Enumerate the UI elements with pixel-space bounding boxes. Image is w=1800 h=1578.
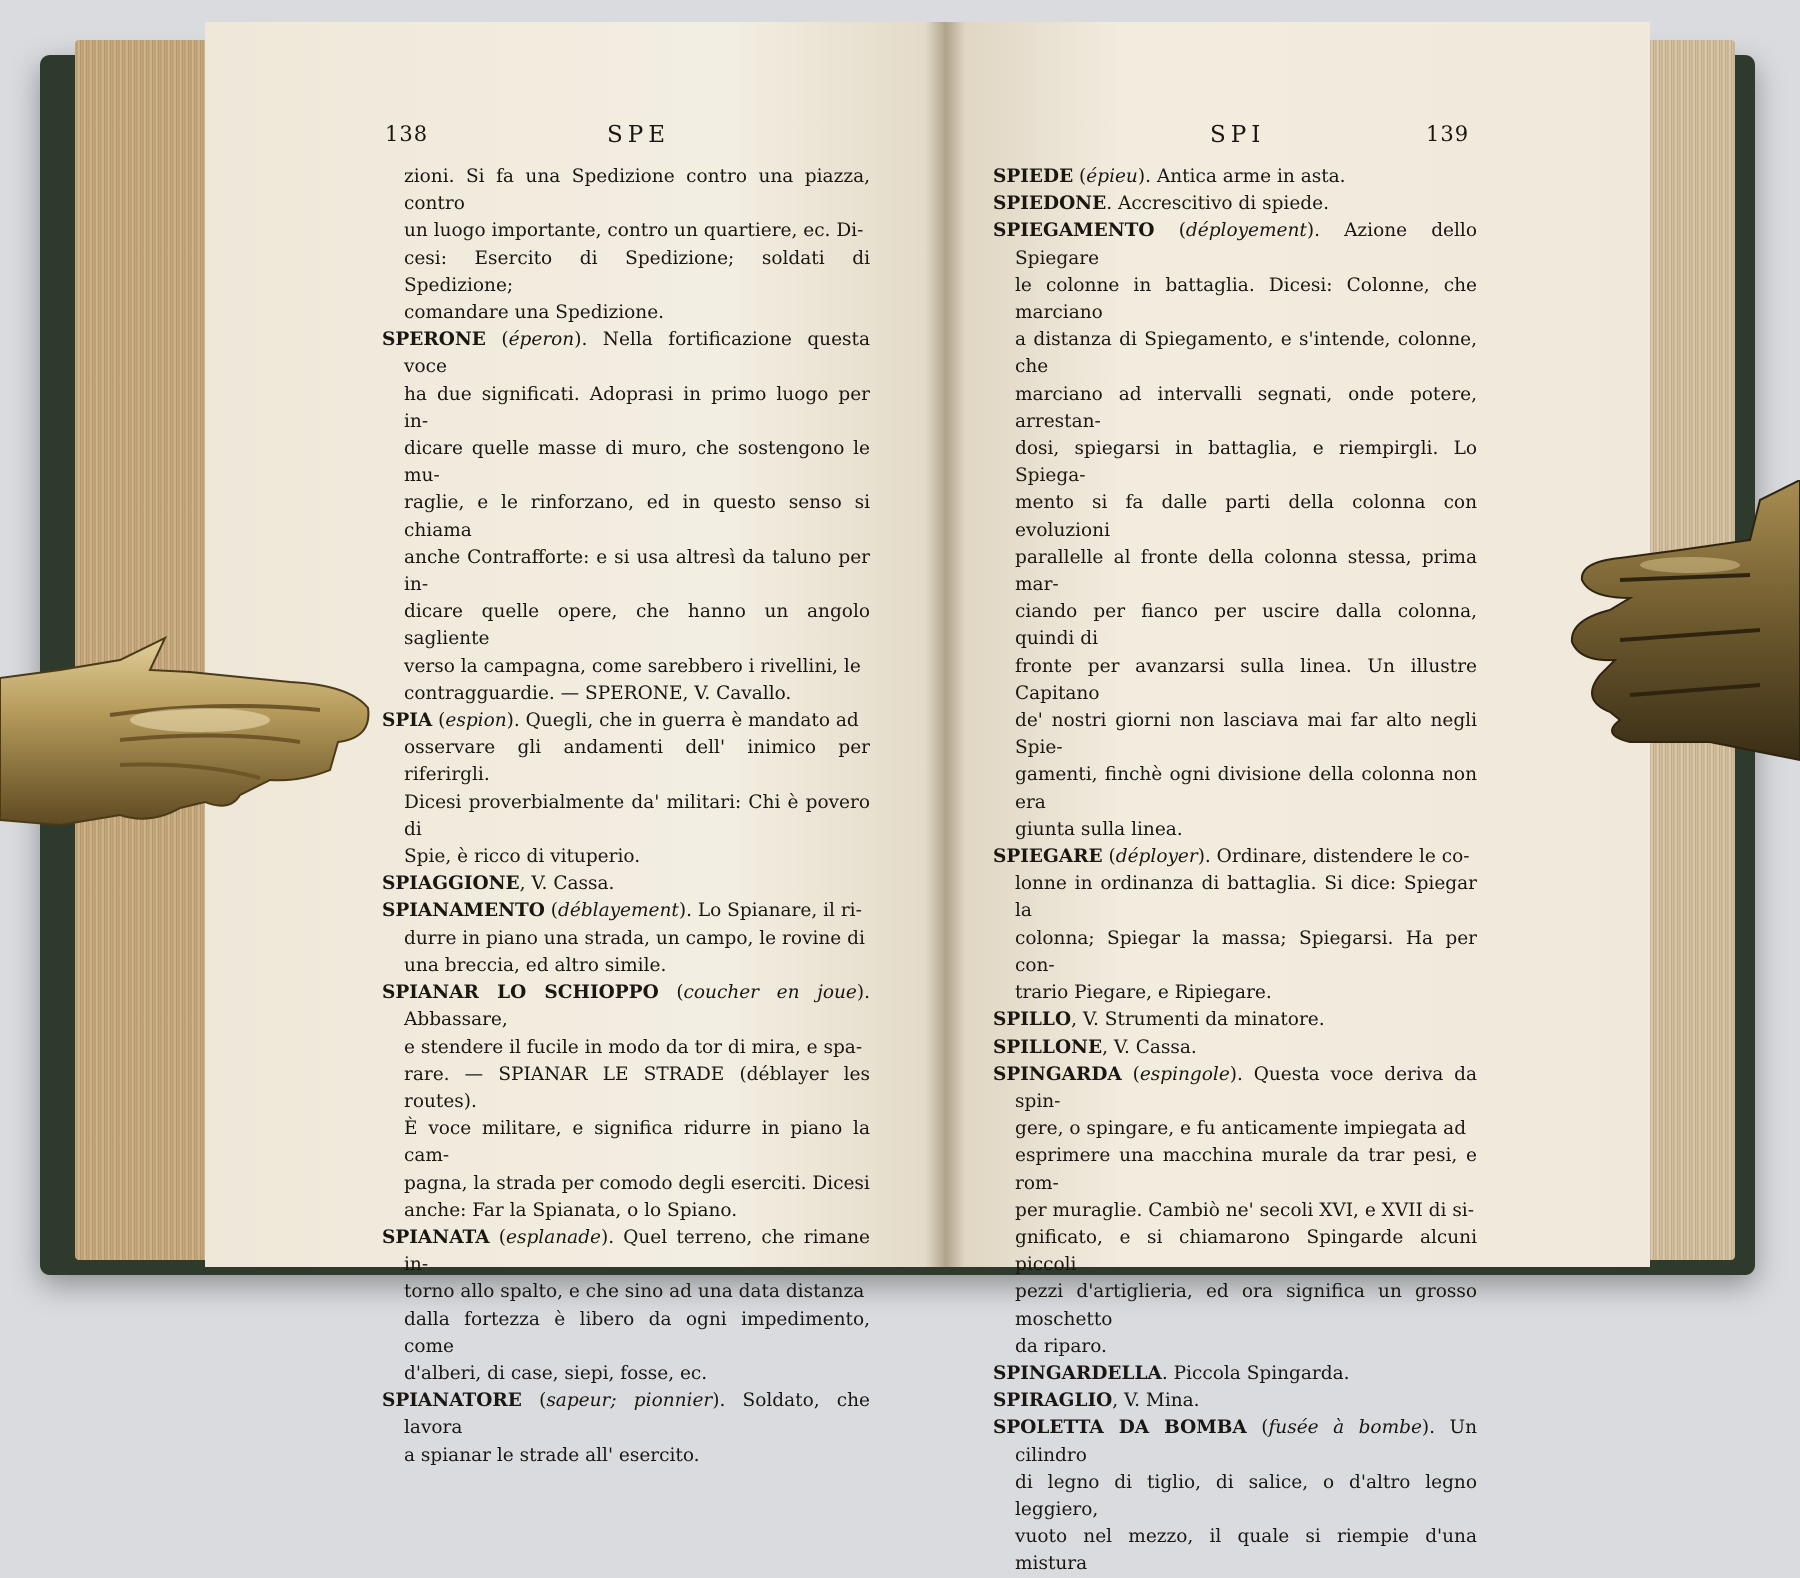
entry-text: , V. Cassa. <box>1102 1036 1197 1058</box>
entry-text: , V. Strumenti da minatore. <box>1071 1009 1325 1031</box>
entry-text: . Antica arme in asta. <box>1145 166 1346 187</box>
entry-text: . Ordinare, distendere le co- <box>1204 846 1470 868</box>
text-line: trario Piegare, e Ripiegare. <box>1015 982 1272 1004</box>
text-line <box>993 1387 1477 1414</box>
text-line: SPIANATA (esplanade). Quel terreno, che rimane in- <box>382 1226 870 1276</box>
text-line: ha due significati. Adoprasi in primo luogo per in- <box>404 383 870 432</box>
headword: SPIRAGLIO <box>993 1390 1113 1412</box>
french-term: éperon <box>508 329 575 351</box>
french-term: coucher en joue <box>683 982 857 1004</box>
headword: SPIA <box>382 710 433 732</box>
text-line: gnificato, e si chiamarono Spingarde alcuni piccoli <box>1015 1226 1477 1276</box>
brass-hand-clip-right-icon <box>1560 480 1800 770</box>
text-line: lonne in ordinanza di battaglia. Si dice: Spiegar la <box>1015 873 1477 922</box>
entry-text: . Quel terreno, che rimane in- <box>404 1226 870 1276</box>
headword: SPIEGARE <box>993 846 1103 868</box>
headword: SPILLO <box>993 1009 1072 1031</box>
french-term: déployer <box>1115 846 1198 868</box>
entry-text: . Piccola Spingarda. <box>1161 1362 1350 1384</box>
text-line <box>993 1034 1477 1061</box>
french-term: épieu <box>1086 166 1138 187</box>
text-line: SPIEGARE (déployer). Ordinare, distendere le co- <box>993 846 1470 868</box>
text-line: un luogo importante, contro un quartiere, ec. Di- <box>404 220 864 242</box>
text-line: pagna, la strada per comodo degli eserciti. Dicesi <box>404 1172 870 1194</box>
text-line: contragguardie. — SPERONE, V. Cavallo. <box>404 682 792 704</box>
text-line: gere, o spingare, e fu anticamente impiegata ad <box>1015 1118 1467 1140</box>
text-line: di legno di tiglio, di salice, o d'altro legno leggiero, <box>1015 1471 1477 1520</box>
text-line: d'alberi, di case, siepi, fosse, ec. <box>404 1362 708 1384</box>
text-line: parallelle al fronte della colonna stessa, prima mar- <box>1015 546 1477 596</box>
text-line: esprimere una macchina murale da trar pesi, e rom- <box>1015 1145 1477 1194</box>
left-page-header <box>385 122 885 147</box>
text-line: SPIANAMENTO (déblayement). Lo Spianare, il ri- <box>382 900 862 922</box>
text-line <box>993 1006 1477 1033</box>
text-line: comandare una Spedizione. <box>404 302 665 324</box>
text-line: dicare quelle masse di muro, che sostengono le mu- <box>404 438 870 487</box>
brass-hand-clip-left-icon <box>0 630 380 840</box>
text-line: SPIANAR LO SCHIOPPO (coucher en joue). Abbassare, <box>382 982 870 1031</box>
book-gutter <box>925 22 965 1267</box>
text-line: a distanza di Spiegamento, e s'intende, colonne, che <box>1015 329 1477 378</box>
text-line: dicare quelle opere, che hanno un angolo sagliente <box>404 601 870 650</box>
text-line: SPINGARDA (espingole). Questa voce deriva da spin- <box>993 1063 1477 1112</box>
text-line: a spianar le strade all' esercito. <box>404 1444 700 1466</box>
french-term: esplanade <box>506 1226 601 1248</box>
text-line: raglie, e le rinforzano, ed in questo senso si chiama <box>404 492 870 541</box>
text-line: le colonne in battaglia. Dicesi: Colonne, che marciano <box>1015 274 1477 324</box>
headword: SPIEDE <box>993 166 1074 187</box>
entry-text: . Lo Spianare, il ri- <box>686 900 862 922</box>
headword: SPILLONE <box>993 1036 1103 1058</box>
left-page-heading: SPE <box>607 122 671 148</box>
right-page-number: 139 <box>1426 122 1470 146</box>
text-line: giunta sulla linea. <box>1015 818 1183 840</box>
text-line: Spie, è ricco di vituperio. <box>404 846 641 868</box>
text-line: SPIEGAMENTO (déployement). Azione dello Spiegare <box>993 220 1477 269</box>
headword: SPIANATORE <box>382 1390 522 1412</box>
french-term: sapeur; pionnier <box>546 1390 713 1412</box>
text-line: SPERONE (éperon). Nella fortificazione questa voce <box>382 329 870 378</box>
headword: SPIEDONE <box>993 193 1107 215</box>
french-term: fusée à bombe <box>1268 1417 1422 1439</box>
entry-text: . Soldato, che lavora <box>404 1390 871 1439</box>
text-line: verso la campagna, come sarebbero i rivellini, le <box>404 655 861 677</box>
headword: SPOLETTA DA BOMBA <box>993 1417 1247 1439</box>
entry-text: . Nella fortificazione questa voce <box>404 329 870 378</box>
left-page-text <box>382 163 870 1469</box>
right-page-text <box>993 163 1477 1578</box>
entry-text: . Azione dello Spiegare <box>1015 220 1477 269</box>
headword: SPIANAMENTO <box>382 900 545 922</box>
french-term: déployement <box>1185 220 1307 242</box>
headword: SPERONE <box>382 329 486 351</box>
french-term: déblayement <box>558 900 679 922</box>
text-line: SPOLETTA DA BOMBA (fusée à bombe). Un cilindro <box>993 1417 1477 1466</box>
entry-text: . Questa voce deriva da spin- <box>1015 1063 1477 1112</box>
text-line: osservare gli andamenti dell' inimico per riferirgli. <box>404 737 870 786</box>
text-line <box>993 1360 1477 1387</box>
text-line: da riparo. <box>1015 1335 1107 1357</box>
headword: SPIANATA <box>382 1226 490 1248</box>
text-line: rare. — SPIANAR LE STRADE (déblayer les routes). <box>404 1063 870 1112</box>
text-line: Dicesi proverbialmente da' militari: Chi è povero di <box>404 791 870 840</box>
text-line: dosi, spiegarsi in battaglia, e riempirgli. Lo Spiega- <box>1015 438 1477 487</box>
text-line: anche: Far la Spianata, o lo Spiano. <box>404 1199 738 1221</box>
entry-text: . Un cilindro <box>1015 1417 1477 1466</box>
text-line: e stendere il fucile in modo da tor di mira, e spa- <box>404 1036 863 1058</box>
text-line <box>382 870 870 897</box>
text-line: È voce militare, e significa ridurre in piano la cam- <box>404 1118 870 1167</box>
text-line: torno allo spalto, e che sino ad una data distanza <box>404 1281 865 1303</box>
text-line: fronte per avanzarsi sulla linea. Un illustre Capitano <box>1015 655 1477 704</box>
text-line: mento si fa dalle parti della colonna con evoluzioni <box>1015 492 1477 541</box>
text-line <box>993 190 1477 217</box>
entry-text: . Accrescitivo di spiede. <box>1106 193 1329 215</box>
entry-text: , V. Mina. <box>1112 1390 1200 1412</box>
text-line: de' nostri giorni non lasciava mai far alto negli Spie- <box>1015 710 1477 759</box>
headword: SPINGARDA <box>993 1063 1122 1085</box>
text-line: durre in piano una strada, un campo, le rovine di <box>404 927 865 949</box>
left-page-number: 138 <box>385 122 429 146</box>
french-term: espion <box>445 710 507 732</box>
text-line: una breccia, ed altro simile. <box>404 954 667 976</box>
text-line: SPIANATORE (sapeur; pionnier). Soldato, che lavora <box>382 1390 871 1439</box>
entry-text: . Quegli, che in guerra è mandato ad <box>513 710 859 732</box>
right-page-heading: SPI <box>1210 122 1266 148</box>
headword: SPINGARDELLA <box>993 1362 1162 1384</box>
text-line: marciano ad intervalli segnati, onde potere, arrestan- <box>1015 383 1477 432</box>
text-line: anche Contrafforte: e si usa altresì da taluno per in- <box>404 546 870 596</box>
entry-text: . Abbassare, <box>404 982 870 1031</box>
text-line: SPIEDE (épieu). Antica arme in asta. <box>993 166 1346 187</box>
text-line: dalla fortezza è libero da ogni impedimento, come <box>404 1308 870 1357</box>
entry-text: , V. Cassa. <box>519 873 615 895</box>
text-line: gamenti, finchè ogni divisione della colonna non era <box>1015 764 1477 813</box>
headword: SPIEGAMENTO <box>993 220 1155 242</box>
french-term: espingole <box>1139 1063 1230 1085</box>
text-line: colonna; Spiegar la massa; Spiegarsi. Ha per con- <box>1015 927 1477 976</box>
text-line: pezzi d'artiglieria, ed ora significa un grosso moschetto <box>1015 1281 1477 1330</box>
headword: SPIAGGIONE <box>382 873 520 895</box>
text-line: per muraglie. Cambiò ne' secoli XVI, e XVII di si- <box>1015 1199 1474 1221</box>
text-line: vuoto nel mezzo, il quale si riempie d'una mistura <box>1015 1526 1477 1575</box>
text-line: ciando per fianco per uscire dalla colonna, quindi di <box>1015 601 1477 650</box>
text-line: cesi: Esercito di Spedizione; soldati di Spedizione; <box>404 247 870 296</box>
text-line: zioni. Si fa una Spedizione contro una piazza, contro <box>404 166 870 215</box>
text-line: SPIA (espion). Quegli, che in guerra è mandato ad <box>382 710 859 732</box>
headword: SPIANAR LO SCHIOPPO <box>382 982 659 1004</box>
